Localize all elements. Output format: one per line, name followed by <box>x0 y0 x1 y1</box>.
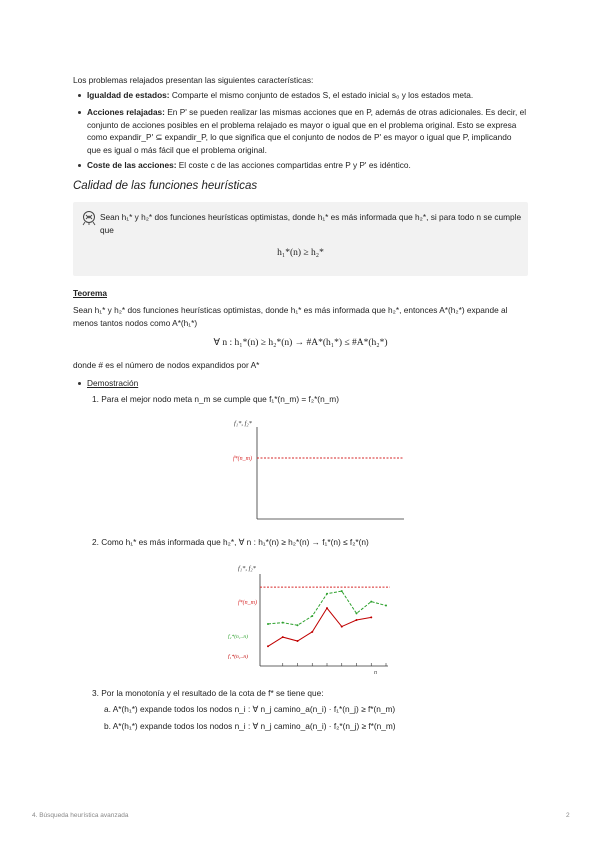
bullet-dot <box>78 94 81 97</box>
chart2-series-label-f2: f₂*(n₁..n) <box>228 634 249 640</box>
demo-step-3a: a. A*(h₁*) expande todos los nodos n_i : ∀ n_j camino_a(n_i) · f₁*(n_j) ≥ f*(n_m) <box>104 704 396 714</box>
chart2-point <box>326 607 328 609</box>
bullet-dot <box>78 382 81 385</box>
chart2-ylabel: f₁*, f₂* <box>238 565 256 572</box>
bullet-item-coste <box>87 159 411 172</box>
chart2-point <box>282 636 284 638</box>
theorem-text <box>73 304 533 329</box>
bullet-term: Igualdad de estados: <box>87 90 170 100</box>
chart2-point <box>282 622 284 624</box>
bullet-dot <box>78 164 81 167</box>
bullet-term: Coste de las acciones: <box>87 160 177 170</box>
section-heading: Calidad de las funciones heurísticas <box>73 180 258 192</box>
bullet-dot <box>78 111 81 114</box>
callout-line: Sean h₁* y h₂* dos funciones heurísticas optimistas, donde h₁* es más informada que h₂*, si para todo n se cumple <box>100 212 522 222</box>
demo-label: Demostración <box>87 378 139 388</box>
bullet-item-igualdad <box>87 89 473 102</box>
demo-step-3: 3. Por la monotonía y el resultado de la cota de f* se tiene que: <box>92 688 324 698</box>
footer-page-number: 2 <box>566 812 570 819</box>
chart2-point <box>267 645 269 647</box>
bullet-item-acciones <box>87 106 547 156</box>
callout-line: que <box>100 224 114 235</box>
chart1-ylabel: f₁*, f₂* <box>234 420 252 427</box>
chart2-point <box>267 623 269 625</box>
demo-step-1: 1. Para el mejor nodo meta n_m se cumple que f₁*(n_m) = f₂*(n_m) <box>92 394 339 404</box>
chart2-series-label-f1: f₁*(n₁..n) <box>228 654 249 660</box>
theorem-note: donde # es el número de nodos expandidos por A* <box>73 360 260 370</box>
callout-formula: h₁*(n) ≥ h₂* <box>277 248 324 258</box>
callout-text <box>100 211 525 236</box>
footer-chapter: 4. Búsqueda heurística avanzada <box>32 812 129 819</box>
chart-1 <box>228 413 408 523</box>
chart-2 <box>228 560 398 678</box>
bullet-desc: En P' se pueden realizar las mismas acciones que en P, además de otras adicionales. Es decir, el <box>164 107 527 117</box>
chart2-point <box>311 631 313 633</box>
bullet-term: Acciones relajadas: <box>87 107 165 117</box>
bullet-desc: Comparte el mismo conjunto de estados S, el estado inicial s₀ y los estados meta. <box>169 90 474 100</box>
chart2-point <box>356 612 358 614</box>
theorem-line: Sean h₁* y h₂* dos funciones heurísticas optimistas, donde h₁* es más informada que h₂*, entonces A*(h₂*) expande al <box>73 305 508 315</box>
bullet-desc-line: conjunto de acciones posibles en el problema relajado es mayor o igual que en el problema original. Esto se expresa <box>87 119 517 130</box>
bullet-desc: El coste c de las acciones compartidas entre P y P' es idéntico. <box>176 160 411 170</box>
chart2-hline-label: f*(n_m) <box>238 600 257 606</box>
chart2-xlabel: n <box>374 670 377 676</box>
chart1-hline-label: f*(n_m) <box>233 456 252 462</box>
chart2-point <box>356 619 358 621</box>
theorem-line: menos tantos nodos como A*(h₁*) <box>73 317 198 328</box>
chart2-point <box>297 640 299 642</box>
theorem-title: Teorema <box>73 288 107 298</box>
chart2-point <box>311 615 313 617</box>
intro-text: Los problemas relajados presentan las siguientes características: <box>73 75 314 85</box>
chart2-point <box>297 624 299 626</box>
chart2-point <box>385 605 387 607</box>
callout-box <box>73 202 528 276</box>
theorem-formula: ∀ n : h₁*(n) ≥ h₂*(n) → #A*(h₁*) ≤ #A*(h₂*) <box>213 338 388 348</box>
bullet-desc-line: como expandir_P′ ⊆ expandir_P, lo que significa que el conjunto de nodos de P' es mayor o igual que P, implicando <box>87 132 512 142</box>
demo-step-2: 2. Como h₁* es más informada que h₂*, ∀ n : h₁*(n) ≥ h₂*(n) → f₁*(n) ≤ f₂*(n) <box>92 537 369 547</box>
chart2-point <box>370 616 372 618</box>
chart2-point <box>341 626 343 628</box>
demo-step-3b: b. A*(h₁*) expande todos los nodos n_i : ∀ n_j camino_a(n_i) · f₂*(n_j) ≥ f*(n_m) <box>104 721 396 731</box>
brain-icon <box>81 210 97 226</box>
chart2-point <box>326 593 328 595</box>
chart2-point <box>370 601 372 603</box>
bullet-desc-line: que es igual o más fácil que el problema original. <box>87 144 267 155</box>
chart2-point <box>341 590 343 592</box>
